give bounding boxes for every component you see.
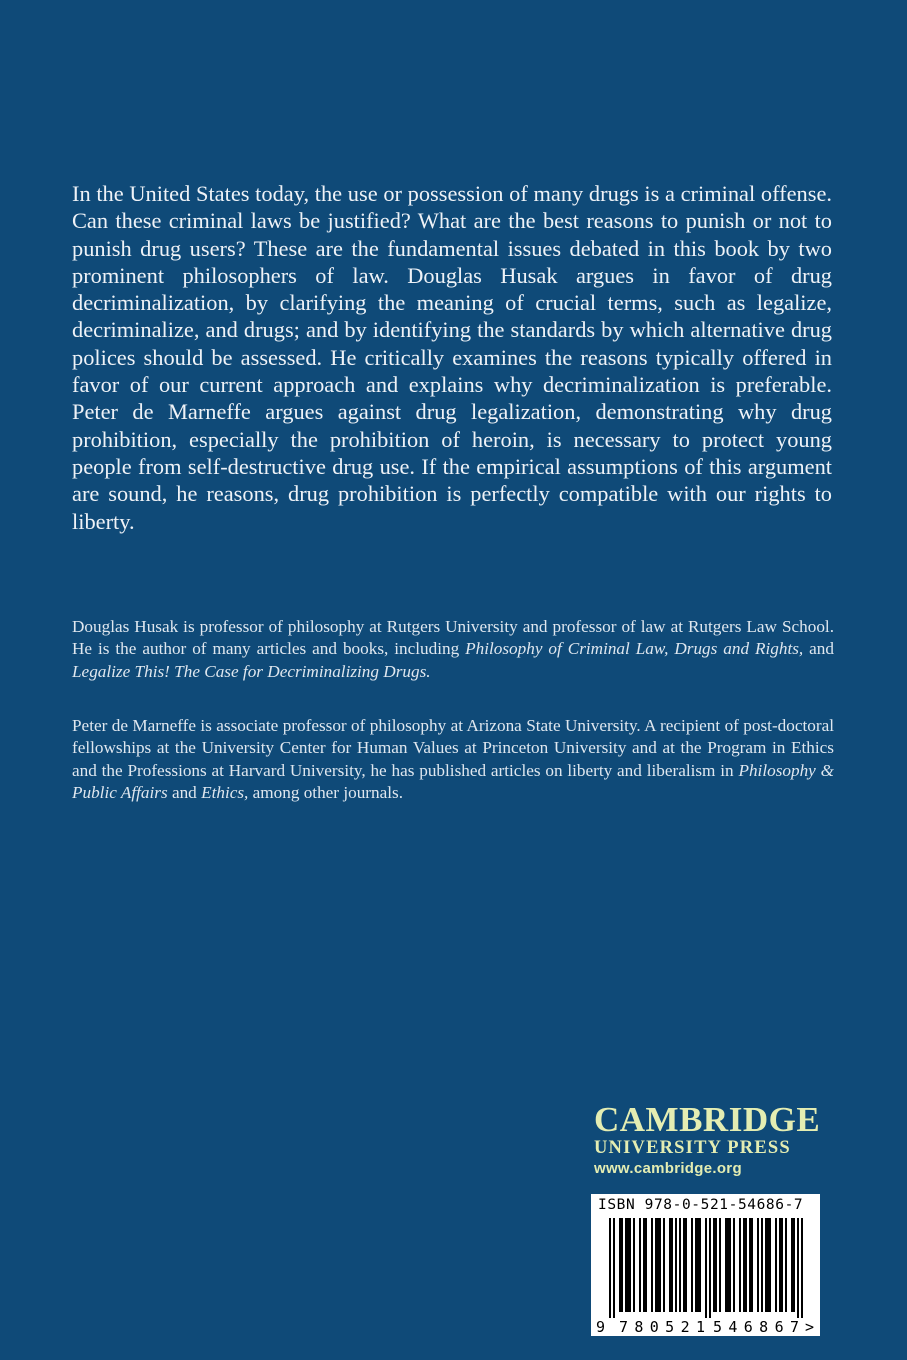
- publisher-url: www.cambridge.org: [594, 1160, 742, 1177]
- barcode-bar: [761, 1218, 763, 1312]
- barcode-bar: [801, 1218, 803, 1318]
- barcode-bar: [679, 1218, 681, 1312]
- bio-husak-text-2: and: [803, 639, 834, 659]
- bio-marneffe-text-3: among other journals.: [248, 783, 403, 803]
- barcode-bar: [709, 1218, 711, 1318]
- barcode-bar: [663, 1218, 665, 1312]
- barcode-bar: [685, 1218, 687, 1312]
- barcode-bar: [695, 1218, 697, 1312]
- barcode-bar: [765, 1218, 767, 1312]
- barcode-digit-group-2: 546867: [713, 1318, 799, 1336]
- barcode-bar: [675, 1218, 677, 1312]
- barcode-bar: [715, 1218, 717, 1312]
- barcode-bar: [793, 1218, 795, 1312]
- barcode-bar: [705, 1218, 707, 1318]
- barcode-bar: [625, 1218, 627, 1312]
- barcode-bar: [739, 1218, 741, 1312]
- bio-husak-text-1: Douglas Husak is professor of philosophy at Rutgers University and professor of law at Rutgers Law School. He is the author of many articles and books, including: [72, 617, 834, 659]
- barcode-bar: [797, 1218, 799, 1318]
- barcode-bar: [627, 1218, 629, 1312]
- bio-marneffe-title-2: Ethics,: [201, 783, 249, 803]
- barcode-bar: [613, 1218, 615, 1318]
- barcode-bar: [785, 1218, 787, 1312]
- barcode-bar: [633, 1218, 635, 1312]
- barcode-bar: [655, 1218, 657, 1312]
- barcode-bar: [781, 1218, 783, 1312]
- barcode-bar: [657, 1218, 659, 1312]
- barcode-bar: [643, 1218, 645, 1312]
- barcode-bar: [669, 1218, 671, 1312]
- barcode-bar: [729, 1218, 731, 1312]
- barcode-lead-digit: 9: [596, 1318, 606, 1336]
- barcode-bar: [779, 1218, 781, 1312]
- isbn-label: ISBN 978-0-521-54686-7: [598, 1197, 804, 1213]
- barcode-bar: [745, 1218, 747, 1312]
- barcode-bar: [749, 1218, 751, 1312]
- barcode-bar: [757, 1218, 759, 1312]
- barcode-bar: [699, 1218, 701, 1312]
- barcode-bar: [791, 1218, 793, 1312]
- author-bio-husak: [72, 616, 834, 683]
- author-bio-marneffe: [72, 715, 834, 805]
- bio-marneffe-title-1: Philosophy & Public Affairs: [72, 760, 834, 803]
- barcode-bar: [691, 1218, 693, 1312]
- barcode-bar: [629, 1218, 631, 1312]
- barcode-bar: [713, 1218, 715, 1312]
- barcode-end-mark: >: [805, 1318, 815, 1336]
- publisher-name: CAMBRIDGE: [594, 1100, 821, 1139]
- barcode-bar: [767, 1218, 769, 1312]
- barcode-bar: [751, 1218, 753, 1312]
- barcode-bar: [621, 1218, 623, 1312]
- barcode-bar: [727, 1218, 729, 1312]
- barcode-bars: [609, 1218, 803, 1318]
- barcode-bar: [683, 1218, 685, 1312]
- barcode-bar: [719, 1218, 721, 1312]
- barcode-bar: [743, 1218, 745, 1312]
- barcode-graphic: [591, 1194, 820, 1336]
- publisher-subtitle: UNIVERSITY PRESS: [594, 1138, 791, 1158]
- barcode-bar: [671, 1218, 673, 1312]
- barcode-digit-group-1: 780521: [619, 1318, 705, 1336]
- bio-marneffe-text-1: Peter de Marneffe is associate professor of philosophy at Arizona State University. A recipient of post-doctoral fellowships at the University Center for Human Values at Princeton University and at the Program in Ethics and the Professions at Harvard University, he has published articles on liberty and liberalism in: [72, 716, 834, 780]
- barcode-bar: [659, 1218, 661, 1312]
- barcode-bar: [609, 1218, 611, 1318]
- publisher-logo: [594, 1100, 834, 1179]
- barcode-bar: [725, 1218, 727, 1312]
- bio-husak-title-1: Philosophy of Criminal Law, Drugs and Rights,: [465, 639, 804, 659]
- barcode-bar: [769, 1218, 771, 1312]
- back-cover-blurb: In the United States today, the use or possession of many drugs is a criminal offense. Can these criminal laws be justified? What are the best reasons to punish or not to punish drug users? These are the fundamental issues debated in this book by two prominent philosophers of law. Douglas Husak argues in favor of drug decriminalization, by clarifying the meaning of crucial terms, such as legalize, decriminalize, and drugs; and by identifying the standards by which alternative drug polices should be assessed. He critically examines the reasons typically offered in favor of our current approach and explains why decriminalization is preferable. Peter de Marneffe argues against drug legalization, demonstrating why drug prohibition, especially the prohibition of heroin, is necessary to protect young people from self-destructive drug use. If the empirical assumptions of this argument are sound, he reasons, drug prohibition is perfectly compatible with our rights to liberty.: [72, 181, 832, 534]
- barcode-bar: [651, 1218, 653, 1312]
- isbn-barcode: [591, 1194, 820, 1336]
- barcode-bar: [619, 1218, 621, 1312]
- bio-husak-title-2: Legalize This! The Case for Decriminalizing Drugs.: [72, 661, 431, 681]
- barcode-bar: [775, 1218, 777, 1312]
- barcode-bar: [733, 1218, 735, 1312]
- bio-marneffe-text-2: and: [167, 783, 202, 803]
- barcode-bar: [697, 1218, 699, 1312]
- barcode-bar: [639, 1218, 641, 1312]
- barcode-bar: [645, 1218, 647, 1312]
